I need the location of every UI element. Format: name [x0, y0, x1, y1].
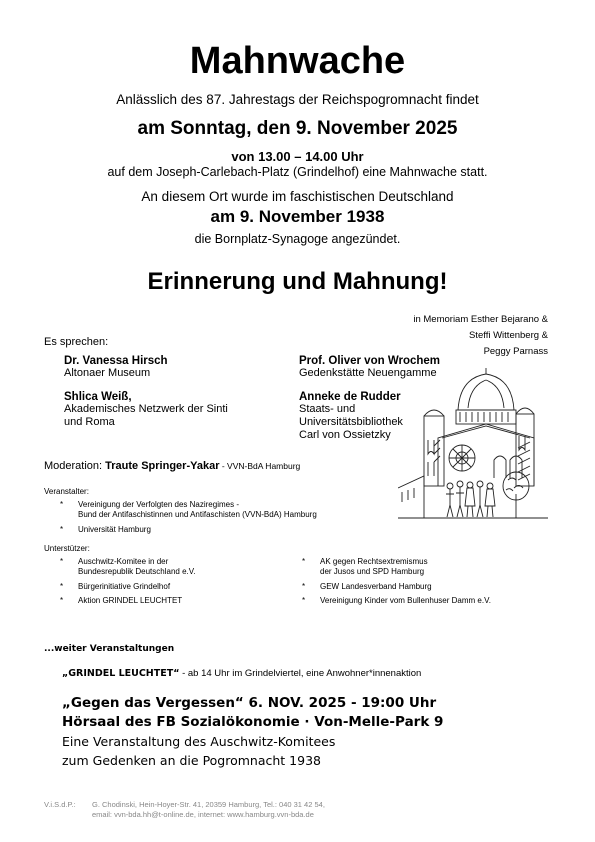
supporter-item: Aktion GRINDEL LEUCHTET	[78, 596, 183, 605]
supporter-item: GEW Landesverband Hamburg	[320, 582, 432, 591]
supporter-line: Auschwitz-Komitee in der	[78, 557, 169, 566]
bullet-icon: *	[60, 500, 64, 509]
speaker-name: Dr. Vanessa Hirsch	[64, 355, 168, 367]
supporter-line: Bundesrepublik Deutschland e.V.	[78, 567, 196, 576]
moderation-line	[44, 460, 384, 472]
bullet-icon: *	[302, 582, 306, 591]
speaker-name: Prof. Oliver von Wrochem	[299, 355, 441, 367]
memoriam-line: Steffi Wittenberg &	[468, 330, 548, 341]
lecture-location: Hörsaal des FB Sozialökonomie · Von-Melle-Park 9	[62, 714, 444, 730]
more-events-heading: ...weiter Veranstaltungen	[44, 644, 175, 654]
speaker-org: Universitätsbibliothek	[299, 416, 403, 428]
speaker-org: Altonaer Museum	[64, 367, 151, 379]
moderator-org: - VVN-BdA Hamburg	[219, 461, 301, 471]
speaker-name: Shlica Weiß,	[64, 391, 132, 403]
organizer-line: Bund der Antifaschistinnen und Antifaschisten (VVN-BdA) Hamburg	[78, 510, 317, 519]
motto-heading: Erinnerung und Mahnung!	[147, 268, 448, 295]
bullet-icon: *	[60, 557, 64, 566]
lecture-purpose: zum Gedenken an die Pogromnacht 1938	[62, 753, 321, 768]
moderator-name: Traute Springer-Yakar	[105, 460, 220, 472]
bullet-icon: *	[302, 596, 306, 605]
organizer-item	[78, 500, 398, 520]
bullet-icon: *	[60, 525, 64, 534]
speaker-org: Staats- und	[299, 403, 356, 415]
speaker-org: Carl von Ossietzky	[299, 429, 391, 441]
speaker-org: Akademisches Netzwerk der Sinti	[64, 403, 228, 415]
organizer-line: Vereinigung der Verfolgten des Naziregimes -	[78, 500, 239, 509]
footer-address: G. Chodinski, Hein-Hoyer-Str. 41, 20359 Hamburg, Tel.: 040 31 42 54,	[92, 800, 325, 809]
grindel-title: „GRINDEL LEUCHTET“	[62, 668, 180, 679]
footer-email: email: vvn-bda.hh@t-online.de, internet: www.hamburg.vvn-bda.de	[92, 810, 314, 819]
event-time: von 13.00 – 14.00 Uhr	[231, 149, 364, 164]
supporter-line: der Jusos und SPD Hamburg	[320, 567, 425, 576]
grindel-text: - ab 14 Uhr im Grindelviertel, eine Anwohner*innenaktion	[179, 668, 422, 679]
memoriam-line: in Memoriam Esther Bejarano &	[413, 314, 548, 325]
memoriam-block	[288, 312, 548, 360]
organizers-label: Veranstalter:	[44, 487, 89, 496]
supporter-item	[320, 557, 550, 577]
lecture-organizer: Eine Veranstaltung des Auschwitz-Komitees	[62, 734, 336, 749]
page-title: Mahnwache	[189, 40, 406, 82]
history-date: am 9. November 1938	[210, 207, 385, 226]
history-end: die Bornplatz-Synagoge angezündet.	[194, 232, 401, 246]
supporter-item: Bürgerinitiative Grindelhof	[78, 582, 171, 591]
organizer-item: Universität Hamburg	[78, 525, 151, 534]
memoriam-line: Peggy Parnass	[483, 346, 548, 357]
speaker-card	[64, 355, 284, 380]
speaker-card	[64, 391, 284, 429]
moderation-label: Moderation:	[44, 460, 106, 472]
history-line: An diesem Ort wurde im faschistischen Deutschland	[141, 189, 454, 204]
speaker-name: Anneke de Rudder	[299, 391, 401, 403]
speaker-org: und Roma	[64, 416, 115, 428]
grindel-event	[62, 668, 542, 679]
bullet-icon: *	[302, 557, 306, 566]
event-date: am Sonntag, den 9. November 2025	[137, 118, 458, 139]
synagogue-illustration	[398, 368, 548, 538]
bullet-icon: *	[60, 596, 64, 605]
speakers-label: Es sprechen:	[44, 336, 109, 348]
event-place: auf dem Joseph-Carlebach-Platz (Grindelhof) eine Mahnwache statt.	[107, 165, 488, 179]
footer-contact	[92, 800, 532, 820]
supporter-line: AK gegen Rechtsextremismus	[320, 557, 428, 566]
bullet-icon: *	[60, 582, 64, 591]
supporters-label: Unterstützer:	[44, 544, 90, 553]
intro-line: Anlässlich des 87. Jahrestags der Reichspogromnacht findet	[116, 92, 479, 107]
footer-label: V.i.S.d.P.:	[44, 800, 76, 809]
lecture-title: „Gegen das Vergessen“ 6. NOV. 2025 - 19:00 Uhr	[62, 695, 437, 711]
lecture-event	[62, 694, 542, 770]
supporter-item	[78, 557, 278, 577]
speaker-org: Gedenkstätte Neuengamme	[299, 367, 437, 379]
supporter-item: Vereinigung Kinder vom Bullenhuser Damm e.V.	[320, 596, 491, 605]
